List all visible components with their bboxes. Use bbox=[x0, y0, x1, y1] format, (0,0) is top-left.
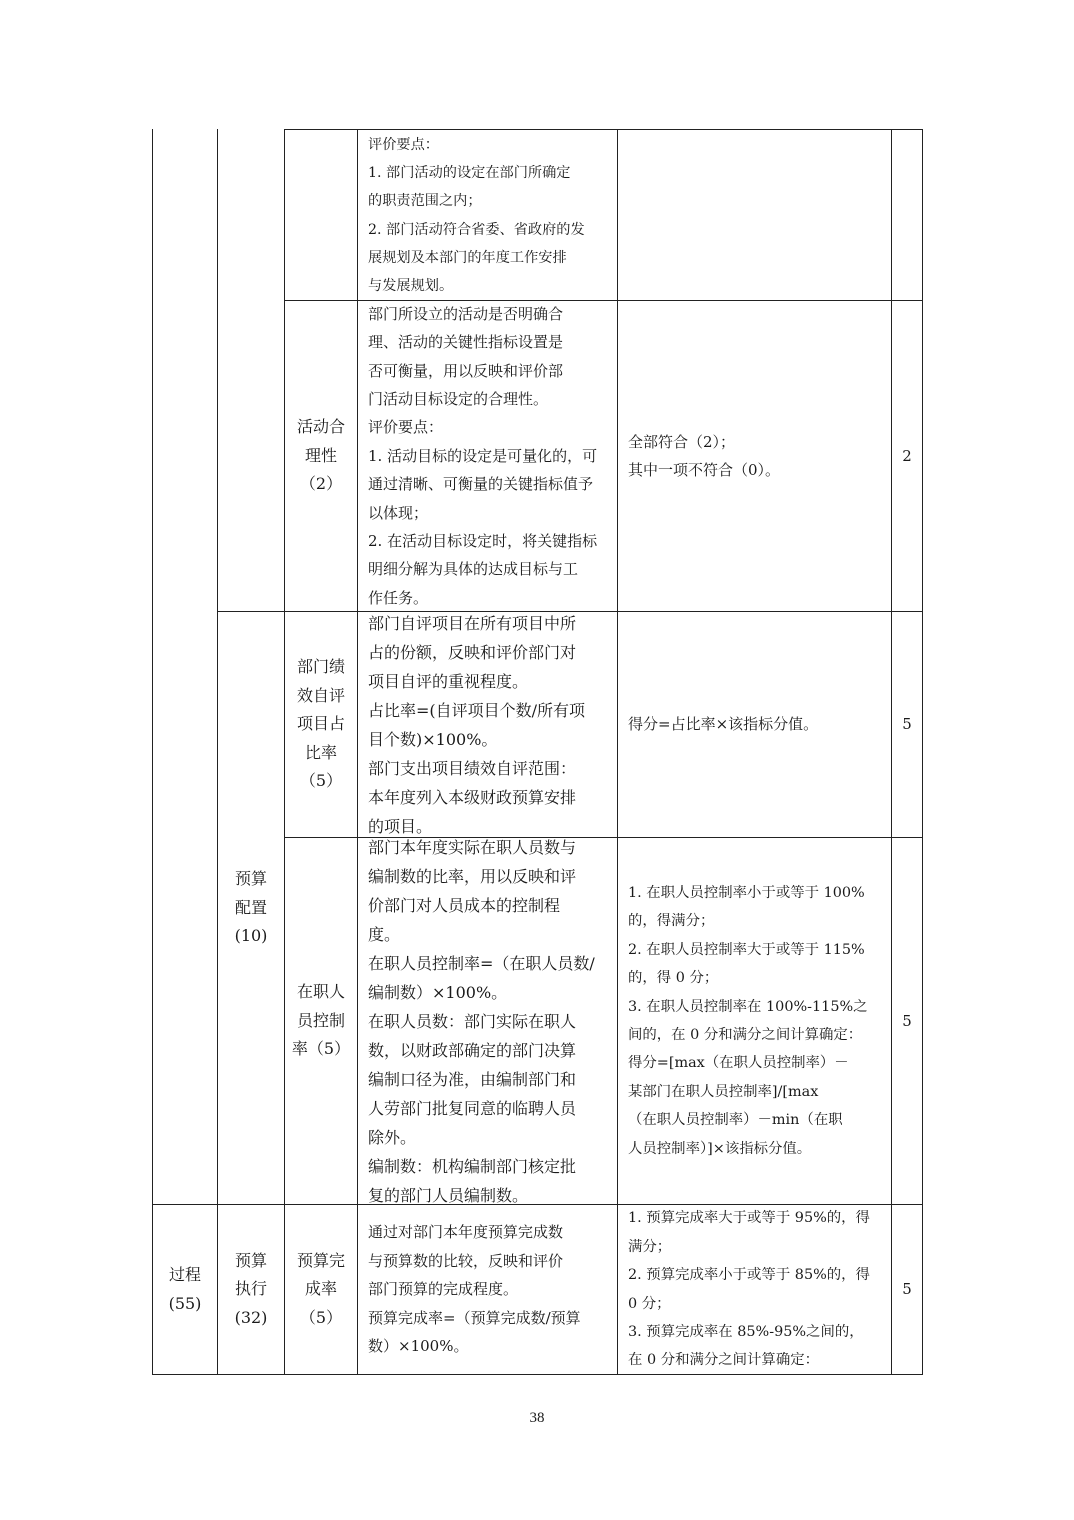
score-value: 5 bbox=[902, 715, 912, 734]
indicator-label: 部门绩 效自评 项目占 比率 （5） bbox=[296, 657, 345, 791]
page-number: 38 bbox=[529, 1410, 545, 1426]
scoring-text: 全部符合（2）； 其中一项不符合（0）。 bbox=[628, 432, 781, 479]
score-cell bbox=[892, 838, 922, 1204]
indicator-cell bbox=[285, 301, 357, 611]
criteria-text: 评价要点： 1. 部门活动的设定在部门所确定 的职责范围之内； 2. 部门活动符合省委、省政府的发 展规划及本部门的年度工作安排 与发展规划。 bbox=[368, 136, 585, 294]
criteria-cell bbox=[368, 1205, 616, 1374]
indicator-label: 在职人 员控制 率（5） bbox=[291, 982, 351, 1059]
table-divider bbox=[617, 129, 618, 1375]
indicator-cell bbox=[285, 838, 357, 1204]
criteria-cell bbox=[368, 838, 616, 1204]
scoring-cell bbox=[628, 301, 890, 611]
score-cell bbox=[892, 612, 922, 837]
indicator-cell bbox=[285, 1205, 357, 1374]
criteria-text: 部门自评项目在所有项目中所 占的份额，反映和评价部门对 项目自评的重视程度。 占比率=(自评项目个数/所有项 目个数)×100%。 部门支出项目绩效自评范围： 本年度列入本级财政预算安排 的项目。 bbox=[368, 613, 586, 836]
criteria-cell bbox=[368, 612, 616, 837]
score-value: 5 bbox=[902, 1011, 912, 1030]
score-cell bbox=[892, 1205, 922, 1374]
subcategory-label: 预算 执行 (32) bbox=[234, 1250, 268, 1327]
table-divider bbox=[357, 129, 358, 1375]
category-label: 过程 (55) bbox=[168, 1265, 202, 1313]
subcategory-label: 预算 配置 (10) bbox=[234, 869, 268, 946]
table-border-top bbox=[284, 129, 923, 130]
subcategory-cell bbox=[218, 1205, 284, 1374]
indicator-label: 活动合 理性 （2） bbox=[296, 417, 345, 494]
table-border-right bbox=[922, 129, 923, 1375]
criteria-cell bbox=[368, 131, 616, 300]
subcategory-cell bbox=[218, 612, 284, 1204]
score-value: 2 bbox=[902, 446, 912, 465]
scoring-text: 得分=占比率×该指标分值。 bbox=[628, 715, 819, 734]
criteria-text: 通过对部门本年度预算完成数 与预算数的比较，反映和评价 部门预算的完成程度。 预算完成率=（预算完成数/预算 数）×100%。 bbox=[368, 1223, 581, 1356]
category-cell bbox=[153, 1205, 217, 1374]
criteria-cell bbox=[368, 301, 616, 611]
scoring-cell bbox=[628, 1205, 890, 1374]
scoring-cell bbox=[628, 612, 890, 837]
indicator-cell bbox=[285, 612, 357, 837]
score-cell bbox=[892, 301, 922, 611]
score-value: 5 bbox=[902, 1280, 912, 1299]
criteria-text: 部门本年度实际在职人员数与 编制数的比率，用以反映和评 价部门对人员成本的控制程 度。 在职人员控制率=（在职人员数/ 编制数）×100%。 在职人员数：部门实际在职人 数，以财政部确定的部门决算 编制口径为准，由编制部门和 人劳部门批复同意的临聘人员 除外。 编制数：机构编制部门核定批 复的部门人员编制数。 bbox=[368, 837, 595, 1205]
scoring-text: 1. 预算完成率大于或等于 95%的，得 满分； 2. 预算完成率小于或等于 85%的，得 0 分； 3. 预算完成率在 85%-95%之间的， 在 0 分和满分之间计算确定： bbox=[628, 1210, 870, 1369]
scoring-cell bbox=[628, 838, 890, 1204]
criteria-text: 部门所设立的活动是否明确合 理、活动的关键性指标设置是 否可衡量，用以反映和评价部 门活动目标设定的合理性。 评价要点： 1. 活动目标的设定是可量化的，可 通过清晰、可衡量的关键指标值予 以体现； 2. 在活动目标设定时，将关键指标 明细分解为具体的达成目标与工 作任务。 bbox=[368, 304, 598, 607]
scoring-text: 1. 在职人员控制率小于或等于 100% 的，得满分； 2. 在职人员控制率大于或等于 115% 的，得 0 分； 3. 在职人员控制率在 100%-115%之 间的，在 0 分和满分之间计算确定： 得分=[max（在职人员控制率）－ 某部门在职人员控制率]/[max （在职人员控制率）－min（在职 人员控制率）]×该指标分值。 bbox=[628, 884, 868, 1157]
table-border-left bbox=[152, 129, 153, 1375]
indicator-label: 预算完 成率 （5） bbox=[296, 1250, 345, 1327]
